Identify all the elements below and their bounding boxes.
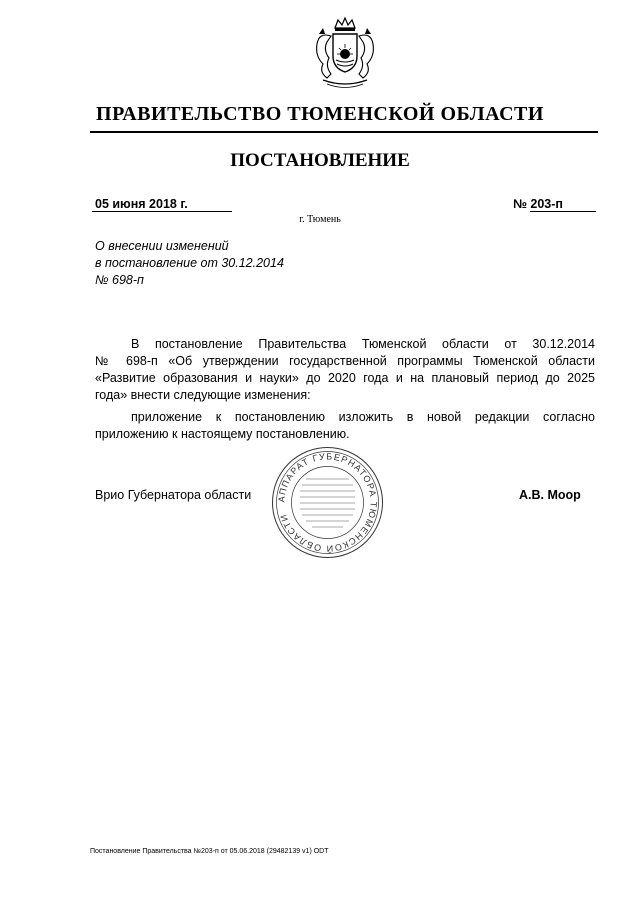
coat-of-arms-icon xyxy=(305,14,385,94)
subject-line: в постановление от 30.12.2014 xyxy=(95,256,284,270)
subject-line: № 698-п xyxy=(95,273,144,287)
government-title: ПРАВИТЕЛЬСТВО ТЮМЕНСКОЙ ОБЛАСТИ xyxy=(96,103,544,125)
subject-line: О внесении изменений xyxy=(95,239,229,253)
body-paragraph xyxy=(95,336,595,404)
document-date: 05 июня 2018 г. xyxy=(95,197,188,211)
body-line: приложению к настоящему постановлению. xyxy=(95,427,350,441)
document-city: г. Тюмень xyxy=(299,214,341,225)
signer-title: Врио Губернатора области xyxy=(95,488,252,502)
signer-name: А.В. Моор xyxy=(519,488,581,502)
official-seal-icon xyxy=(270,445,385,560)
document-body xyxy=(95,336,595,443)
body-line: В постановление Правительства Тюменской области от 30.12.2014 xyxy=(131,337,595,351)
body-line: «Развитие образования и науки» до 2020 года и на плановый период до 2025 xyxy=(95,371,595,385)
stamp-ring-text: АППАРАТ ГУБЕРНАТОРА ТЮМЕНСКОЙ ОБЛАСТИ xyxy=(276,451,379,554)
body-line: № 698-п «Об утверждении государственной программы Тюменской области xyxy=(95,354,595,368)
document-number: № 203-п xyxy=(513,197,563,211)
title-rule xyxy=(90,131,598,133)
number-underline xyxy=(530,211,596,212)
body-paragraph xyxy=(95,409,595,443)
subject-block xyxy=(95,238,284,289)
date-underline xyxy=(92,211,232,212)
body-line: года» внести следующие изменения: xyxy=(95,388,311,402)
document-type: ПОСТАНОВЛЕНИЕ xyxy=(230,150,410,171)
body-line: приложение к постановлению изложить в новой редакции согласно xyxy=(131,410,595,424)
footer-text: Постановление Правительства №203-п от 05.06.2018 (29482139 v1) ODT xyxy=(90,848,329,855)
